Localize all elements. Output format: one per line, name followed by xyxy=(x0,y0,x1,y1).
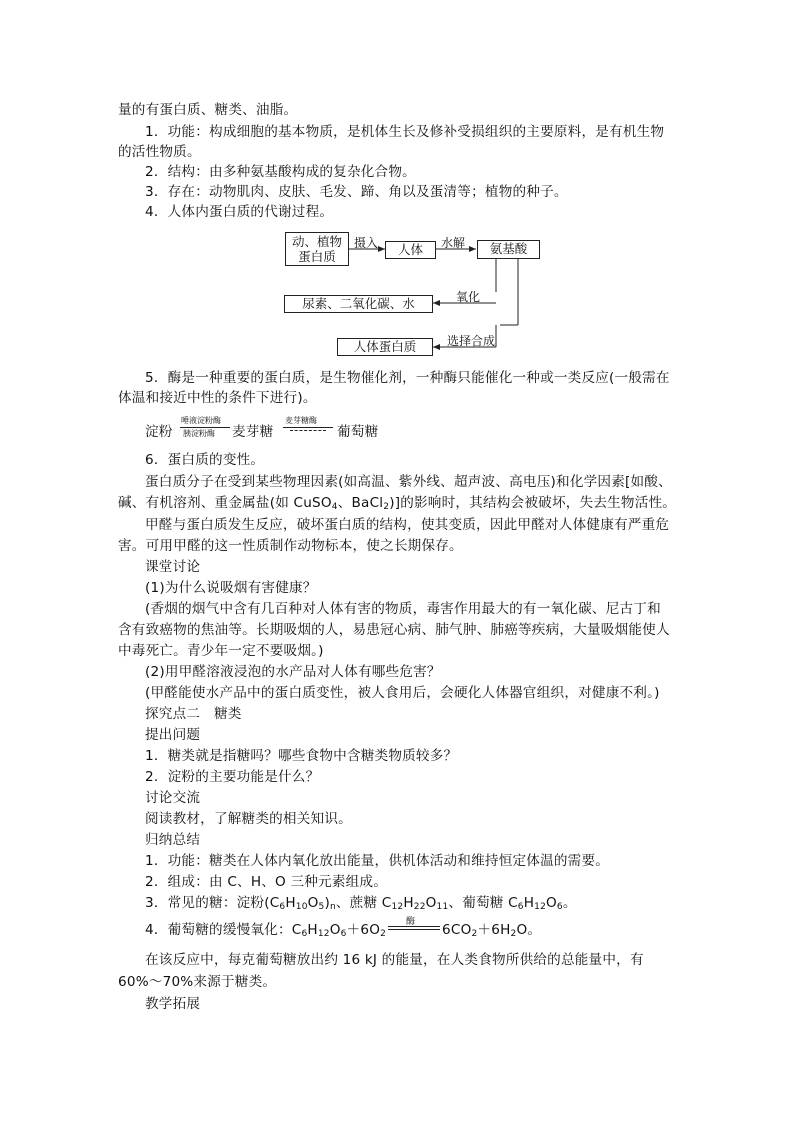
text-span: H xyxy=(523,895,535,911)
box-label: 人体蛋白质 xyxy=(353,339,417,354)
text-line: 含有致癌物的焦油等。长期吸烟的人，易患冠心病、肺气肿、肺癌等疾病，大量吸烟能使人 xyxy=(118,622,670,638)
text-span: O。 xyxy=(516,922,542,938)
subscript: 2 xyxy=(380,929,387,939)
subscript: 22 xyxy=(413,902,426,912)
subscript: 6 xyxy=(517,902,524,912)
subscript: 2 xyxy=(510,929,517,939)
subscript: 6 xyxy=(340,929,347,939)
subscript: 2 xyxy=(383,502,390,512)
text-line: (甲醛能使水产品中的蛋白质变性，被人食用后，会硬化人体器官组织，对健康不利。) xyxy=(145,685,660,701)
box-label: 人体 xyxy=(397,242,423,257)
section-heading: 课堂讨论 xyxy=(145,559,201,575)
text-span: ) xyxy=(324,895,330,911)
enzyme-reaction xyxy=(145,414,405,444)
text-line: 4．人体内蛋白质的代谢过程。 xyxy=(145,204,334,220)
subscript: 10 xyxy=(295,902,308,912)
maltase-label: 麦芽糖酶 xyxy=(285,416,317,425)
text-span: 碱、有机溶剂、重金属盐(如 CuSO xyxy=(118,495,332,511)
box-human-protein xyxy=(337,338,433,356)
text-line xyxy=(118,493,676,517)
text-line: 2．结构：由多种氨基酸构成的复杂化合物。 xyxy=(145,164,416,180)
text-line: 2．组成：由 C、H、O 三种元素组成。 xyxy=(145,874,388,890)
box-label: 尿素、二氧化碳、水 xyxy=(302,296,415,311)
text-line: 1．功能：糖类在人体内氧化放出能量，供机体活动和维持恒定体温的需要。 xyxy=(145,853,610,869)
question: (2)用甲醛溶液浸泡的水产品对人体有哪些危害？ xyxy=(145,664,441,680)
subscript: 12 xyxy=(391,902,404,912)
maltose-text: 麦芽糖 xyxy=(232,424,274,440)
section-heading: 探究点二 糖类 xyxy=(145,706,242,722)
box-amino-acid xyxy=(477,240,540,259)
reaction-arrow xyxy=(283,427,333,428)
text-line: 的活性物质。 xyxy=(118,144,201,160)
section-heading: 教学拓展 xyxy=(145,996,201,1012)
subscript: 4 xyxy=(331,502,338,512)
text-line: 体温和接近中性的条件下进行)。 xyxy=(118,390,317,406)
catalyst-label: 酶 xyxy=(406,917,416,927)
text-span: 、蔗糖 C xyxy=(335,895,392,911)
subscript: 12 xyxy=(317,929,330,939)
section-heading: 讨论交流 xyxy=(145,790,201,806)
box-label: 动、植物 蛋白质 xyxy=(291,234,342,264)
text-span: H xyxy=(307,922,318,938)
text-line: (香烟的烟气中含有几百种对人体有害的物质，毒害作用最大的有一氧化碳、尼古丁和 xyxy=(145,601,661,617)
box-animal-plant-protein xyxy=(285,232,349,266)
text-line: 量的有蛋白质、糖类、油脂。 xyxy=(118,102,298,118)
text-line: 中毒死亡。青少年一定不要吸烟。) xyxy=(118,643,324,659)
subscript: 5 xyxy=(318,902,325,912)
section-heading: 提出问题 xyxy=(145,727,201,743)
arrow-label-hydrolysis: 水解 xyxy=(441,236,466,250)
section-heading: 归纳总结 xyxy=(145,832,201,848)
text-line: 阅读教材，了解糖类的相关知识。 xyxy=(145,811,352,827)
text-span: 、BaCl xyxy=(337,495,384,511)
text-span: ＋6O xyxy=(346,922,381,938)
question: 1．糖类就是指糖吗？哪些食物中含糖类物质较多？ xyxy=(145,748,458,764)
enzyme-top-label: 唾液淀粉酶 xyxy=(181,416,221,425)
starch-text: 淀粉 xyxy=(145,424,173,440)
equals-line xyxy=(388,926,440,927)
text-span: 6CO xyxy=(442,922,472,938)
text-line: 60%～70%来源于糖类。 xyxy=(118,974,277,990)
text-span: )]的影响时，其结构会被破坏，失去生物活性。 xyxy=(389,495,677,511)
arrow-label-synthesis: 选择合成 xyxy=(447,334,496,348)
text-span: 4．葡萄糖的缓慢氧化：C xyxy=(145,922,302,938)
text-span: H xyxy=(285,895,296,911)
enzyme-equals xyxy=(388,917,440,934)
subscript: 6 xyxy=(301,929,308,939)
text-line: 在该反应中，每克葡萄糖放出约 16 kJ 的能量，在人类食物所供给的总能量中，有 xyxy=(145,952,644,968)
arrow-label-oxidation: 氧化 xyxy=(456,290,481,304)
reaction-arrow xyxy=(290,430,326,431)
text-span: 。 xyxy=(562,895,577,911)
text-line xyxy=(145,893,577,917)
arrow-label-ingest: 摄入 xyxy=(354,236,379,250)
box-human-body xyxy=(385,241,436,259)
text-line: 3．存在：动物肌肉、皮肤、毛发、蹄、角以及蛋清等；植物的种子。 xyxy=(145,184,568,200)
text-line: 6．蛋白质的变性。 xyxy=(145,452,265,468)
text-line: 甲醛与蛋白质发生反应，破坏蛋白质的结构，使其变质，因此甲醛对人体健康有严重危 xyxy=(145,517,670,533)
subscript: 6 xyxy=(279,902,286,912)
text-span: 3．常见的糖：淀粉(C xyxy=(145,895,280,911)
text-line: 害。可用甲醛的这一性质制作动物标本，使之长期保存。 xyxy=(118,538,463,554)
text-span: ＋6H xyxy=(477,922,511,938)
text-line: 5．酶是一种重要的蛋白质，是生物催化剂，一种酶只能催化一种或一类反应(一般需在 xyxy=(145,370,670,386)
reaction-arrow xyxy=(180,427,230,428)
glucose-equation xyxy=(145,917,542,944)
equals-line xyxy=(388,929,440,930)
subscript: 2 xyxy=(471,929,478,939)
glucose-text: 葡萄糖 xyxy=(337,424,379,440)
question: 2．淀粉的主要功能是什么？ xyxy=(145,769,320,785)
text-span: 、葡萄糖 C xyxy=(448,895,518,911)
text-line: 1．功能：构成细胞的基本物质，是机体生长及修补受损组织的主要原料，是有机生物 xyxy=(145,124,665,140)
subscript: 12 xyxy=(534,902,547,912)
text-span: O xyxy=(329,922,341,938)
text-span: O xyxy=(425,895,437,911)
text-line: 蛋白质分子在受到某些物理因素(如高温、紫外线、超声波、高电压)和化学因素[如酸、 xyxy=(145,474,672,490)
subscript: n xyxy=(329,902,336,912)
enzyme-bottom-label: 胰淀粉酶 xyxy=(183,429,215,438)
text-span: O xyxy=(546,895,557,911)
question: (1)为什么说吸烟有害健康？ xyxy=(145,580,317,596)
box-urea-co2-water xyxy=(284,295,433,313)
subscript: 6 xyxy=(556,902,563,912)
box-label: 氨基酸 xyxy=(489,241,528,256)
subscript: 11 xyxy=(436,902,449,912)
text-span: H xyxy=(403,895,414,911)
text-span: O xyxy=(307,895,319,911)
